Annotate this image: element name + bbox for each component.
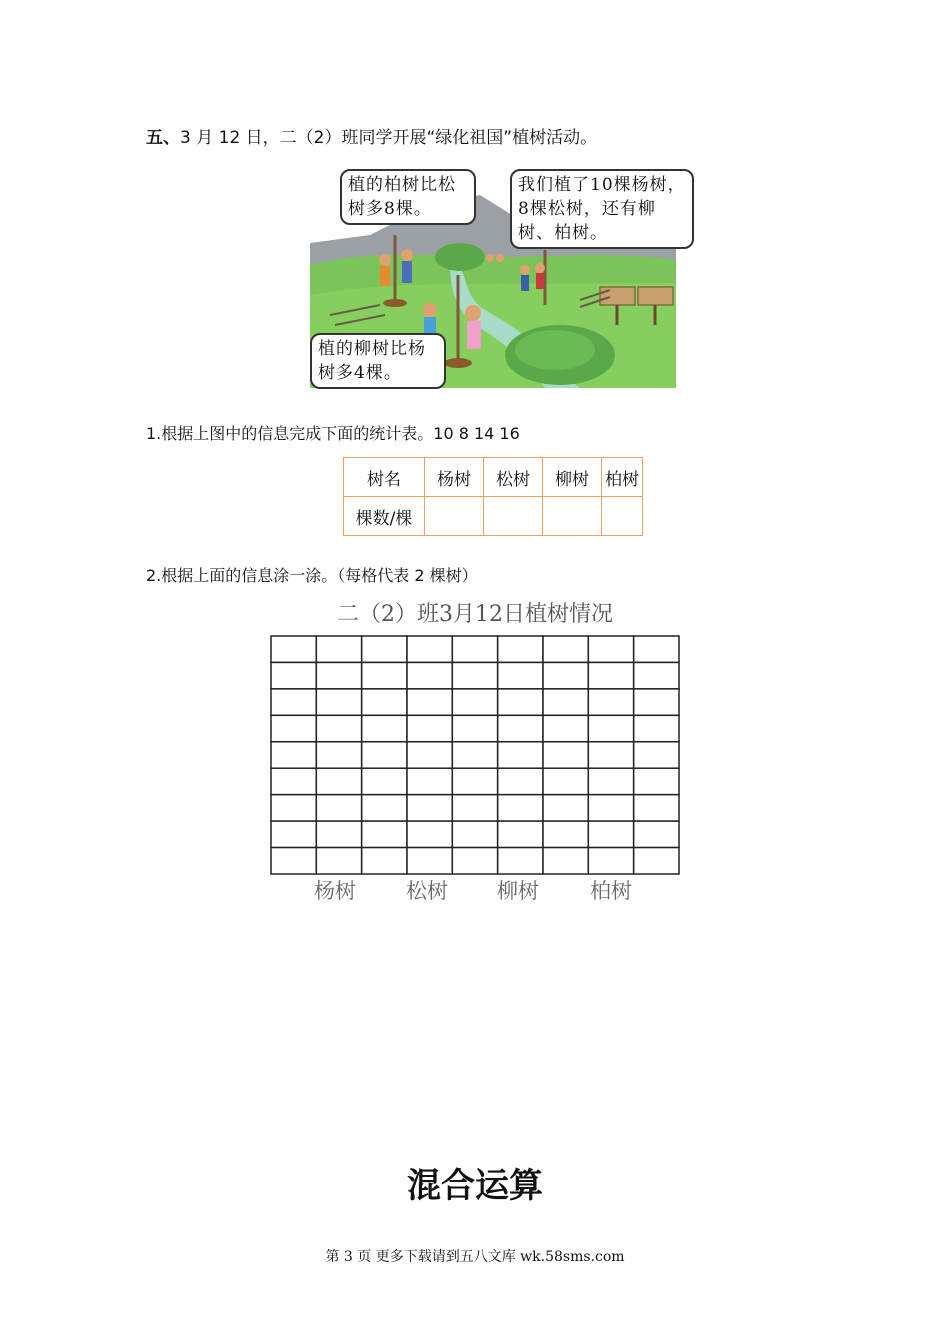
grid-cell[interactable]: [543, 795, 588, 821]
grid-cell[interactable]: [271, 795, 316, 821]
grid-cell[interactable]: [407, 848, 452, 874]
grid-cell[interactable]: [588, 742, 633, 768]
question-text: 3 月 12 日，二（2）班同学开展“绿化祖国”植树活动。: [180, 128, 598, 148]
grid-cell[interactable]: [452, 768, 497, 794]
grid-cell[interactable]: [316, 742, 361, 768]
grid-cell[interactable]: [634, 662, 679, 688]
question-number: 五、: [146, 128, 180, 148]
grid-cell[interactable]: [543, 848, 588, 874]
grid-cell[interactable]: [316, 768, 361, 794]
grid-cell[interactable]: [634, 848, 679, 874]
grid-cell[interactable]: [452, 715, 497, 741]
category-label: 松树: [406, 879, 448, 903]
grid-cell[interactable]: [634, 715, 679, 741]
grid-cell[interactable]: [634, 689, 679, 715]
coloring-grid[interactable]: [268, 633, 682, 877]
question-5-title: [146, 123, 597, 148]
grid-cell[interactable]: [543, 636, 588, 662]
category-label: 杨树: [314, 879, 356, 903]
grid-cell[interactable]: [634, 768, 679, 794]
grid-cell[interactable]: [362, 636, 407, 662]
grid-cell[interactable]: [271, 636, 316, 662]
grid-cell[interactable]: [543, 821, 588, 847]
grid-cell[interactable]: [543, 768, 588, 794]
grid-cell[interactable]: [543, 742, 588, 768]
speech-bubble-right: 我们植了10棵杨树，8棵松树，还有柳树、柏树。: [510, 169, 694, 249]
grid-cell[interactable]: [316, 662, 361, 688]
grid-cell[interactable]: [407, 662, 452, 688]
page-footer: 第 3 页 更多下载请到五八文库 wk.58sms.com: [325, 1249, 625, 1265]
table-row: [344, 458, 643, 497]
grid-cell[interactable]: [588, 636, 633, 662]
grid-cell[interactable]: [543, 689, 588, 715]
grid-cell[interactable]: [271, 848, 316, 874]
grid-cell[interactable]: [452, 742, 497, 768]
grid-cell[interactable]: [271, 689, 316, 715]
grid-cell[interactable]: [362, 768, 407, 794]
grid-cell[interactable]: [634, 821, 679, 847]
grid-cell[interactable]: [316, 636, 361, 662]
grid-cell[interactable]: [271, 768, 316, 794]
grid-cell[interactable]: [588, 821, 633, 847]
category-label: 柳树: [497, 879, 539, 903]
grid-cell[interactable]: [588, 715, 633, 741]
table-cell-tree: 杨树: [425, 458, 484, 497]
speech-bubble-bottom: 植的柳树比杨树多4棵。: [310, 333, 446, 389]
statistics-table: [343, 457, 643, 536]
table-cell-count[interactable]: [425, 497, 484, 536]
grid-cell[interactable]: [316, 848, 361, 874]
grid-cell[interactable]: [634, 795, 679, 821]
grid-cell[interactable]: [498, 689, 543, 715]
grid-cell[interactable]: [362, 662, 407, 688]
grid-cell[interactable]: [407, 821, 452, 847]
table-cell-tree: 柏树: [602, 458, 643, 497]
table-header-cell: 树名: [344, 458, 425, 497]
grid-cell[interactable]: [634, 636, 679, 662]
grid-cell[interactable]: [543, 715, 588, 741]
grid-cell[interactable]: [498, 636, 543, 662]
table-row: [344, 497, 643, 536]
grid-cell[interactable]: [271, 742, 316, 768]
table-cell-count[interactable]: [602, 497, 643, 536]
grid-cell[interactable]: [588, 662, 633, 688]
chart-title: 二（2）班3月12日植树情况: [337, 602, 613, 627]
grid-cell[interactable]: [498, 848, 543, 874]
grid-cell[interactable]: [407, 742, 452, 768]
grid-cell[interactable]: [452, 662, 497, 688]
table-cell-count[interactable]: [484, 497, 543, 536]
category-label: 柏树: [590, 879, 632, 903]
table-cell-tree: 松树: [484, 458, 543, 497]
grid-cell[interactable]: [452, 795, 497, 821]
grid-cell[interactable]: [362, 715, 407, 741]
grid-cell[interactable]: [407, 715, 452, 741]
grid-cell[interactable]: [588, 689, 633, 715]
grid-cell[interactable]: [316, 795, 361, 821]
grid-cell[interactable]: [588, 848, 633, 874]
grid-cell[interactable]: [452, 821, 497, 847]
grid-cell[interactable]: [452, 689, 497, 715]
grid-cell[interactable]: [271, 821, 316, 847]
table-cell-count[interactable]: [543, 497, 602, 536]
grid-cell[interactable]: [362, 742, 407, 768]
grid-cell[interactable]: [498, 662, 543, 688]
grid-cell[interactable]: [316, 821, 361, 847]
sub-question-2: 2.根据上面的信息涂一涂。（每格代表 2 棵树）: [146, 566, 478, 585]
grid-cell[interactable]: [452, 636, 497, 662]
grid-cell[interactable]: [498, 742, 543, 768]
grid-cell[interactable]: [498, 768, 543, 794]
grid-cell[interactable]: [362, 821, 407, 847]
grid-cell[interactable]: [271, 662, 316, 688]
grid-cell[interactable]: [498, 715, 543, 741]
grid-cell[interactable]: [362, 848, 407, 874]
table-cell-tree: 柳树: [543, 458, 602, 497]
grid-cell[interactable]: [634, 742, 679, 768]
grid-cell[interactable]: [362, 689, 407, 715]
grid-cell[interactable]: [543, 662, 588, 688]
grid-cell[interactable]: [452, 848, 497, 874]
sub-question-1: 1.根据上图中的信息完成下面的统计表。10 8 14 16: [146, 424, 520, 443]
grid-cell[interactable]: [407, 768, 452, 794]
grid-cell[interactable]: [407, 689, 452, 715]
section-title: 混合运算: [407, 1166, 543, 1206]
grid-cell[interactable]: [588, 768, 633, 794]
grid-cell[interactable]: [316, 689, 361, 715]
grid-cell[interactable]: [407, 795, 452, 821]
grid-cell[interactable]: [316, 715, 361, 741]
grid-cell[interactable]: [588, 795, 633, 821]
speech-bubble-left: 植的柏树比松树多8棵。: [340, 169, 476, 225]
grid-cell[interactable]: [498, 795, 543, 821]
grid-cell[interactable]: [271, 715, 316, 741]
grid-cell[interactable]: [362, 795, 407, 821]
tree-planting-illustration: [310, 165, 686, 388]
grid-cell[interactable]: [498, 821, 543, 847]
table-header-cell: 棵数/棵: [344, 497, 425, 536]
grid-cell[interactable]: [407, 636, 452, 662]
